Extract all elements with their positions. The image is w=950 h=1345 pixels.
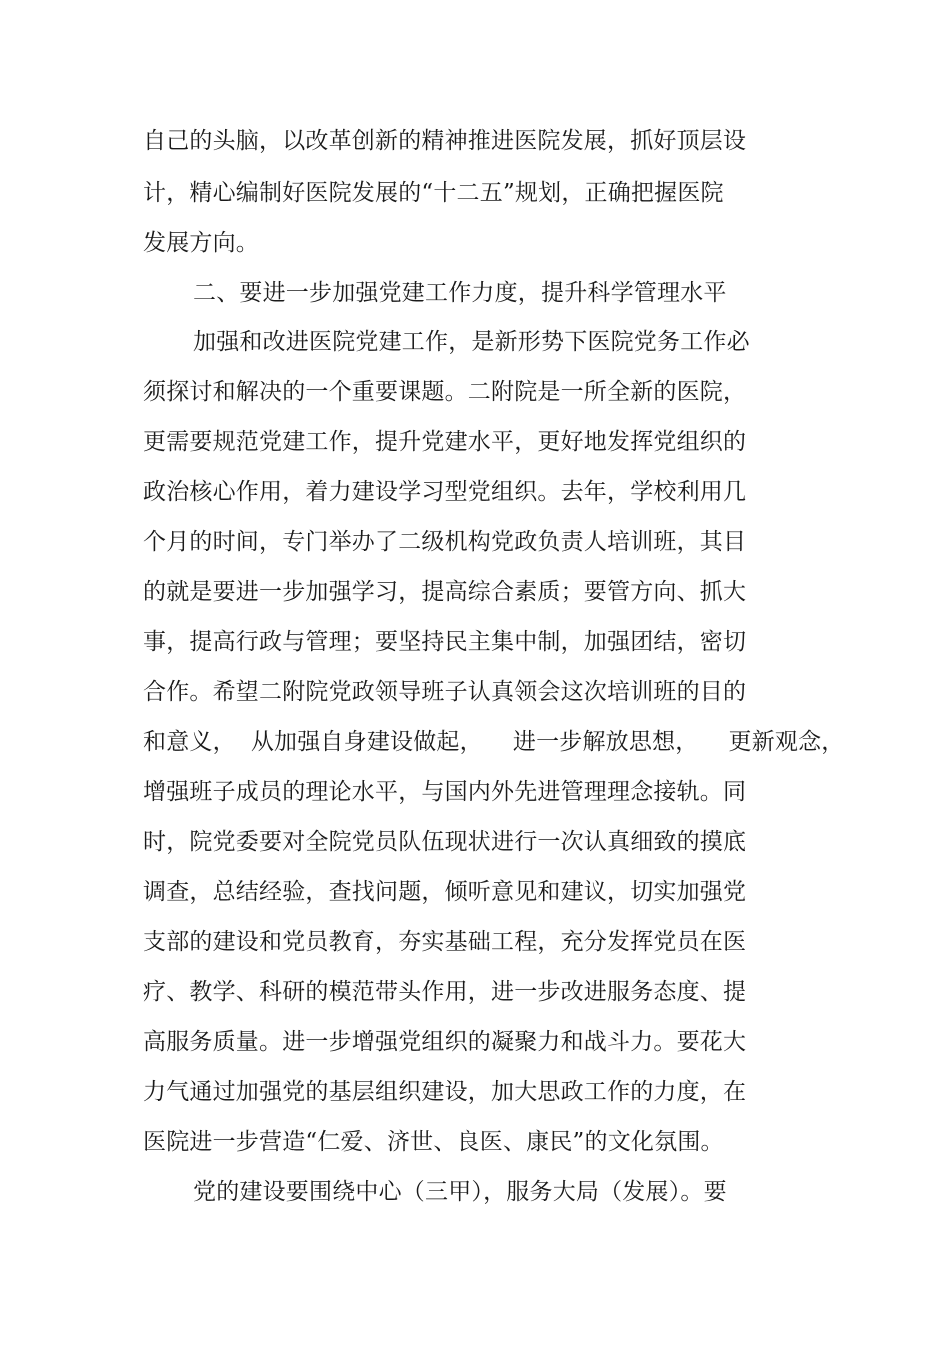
text-line: 政治核心作用，着力建设学习型党组织。去年，学校利用几 [143,479,747,505]
paragraph-first-line: 加强和改进医院党建工作，是新形势下医院党务工作必 [193,329,750,355]
text-line: 支部的建设和党员教育，夯实基础工程，充分发挥党员在医 [143,929,747,955]
text-line: 和意义， 从加强自身建设做起， 进一步解放思想， 更新观念， [143,729,845,755]
text-line: 高服务质量。进一步增强党组织的凝聚力和战斗力。要花大 [143,1029,747,1055]
text-line: 发展方向。 [143,230,259,256]
text-line: 调查，总结经验，查找问题，倾听意见和建议，切实加强党 [143,879,747,905]
text-line: 计，精心编制好医院发展的“十二五”规划，正确把握医院 [143,180,724,206]
text-line: 须探讨和解决的一个重要课题。二附院是一所全新的医院， [143,379,747,405]
text-line: 自己的头脑，以改革创新的精神推进医院发展，抓好顶层设 [143,128,747,154]
text-line: 医院进一步营造“仁爱、济世、良医、康民”的文化氛围。 [143,1129,724,1155]
text-line: 事，提高行政与管理；要坚持民主集中制，加强团结，密切 [143,629,747,655]
text-line: 合作。希望二附院党政领导班子认真领会这次培训班的目的 [143,679,747,705]
section-heading: 二、要进一步加强党建工作力度，提升科学管理水平 [193,280,727,306]
text-line: 增强班子成员的理论水平，与国内外先进管理理念接轨。同 [143,779,747,805]
text-line: 的就是要进一步加强学习，提高综合素质；要管方向、抓大 [143,579,747,605]
text-line: 力气通过加强党的基层组织建设，加大思政工作的力度，在 [143,1079,747,1105]
text-line: 时，院党委要对全院党员队伍现状进行一次认真细致的摸底 [143,829,747,855]
text-line: 疗、教学、科研的模范带头作用，进一步改进服务态度、提 [143,979,747,1005]
paragraph-first-line: 党的建设要围绕中心（三甲），服务大局（发展）。要 [193,1179,727,1205]
text-line: 更需要规范党建工作，提升党建水平，更好地发挥党组织的 [143,429,747,455]
text-line: 个月的时间，专门举办了二级机构党政负责人培训班，其目 [143,529,747,555]
